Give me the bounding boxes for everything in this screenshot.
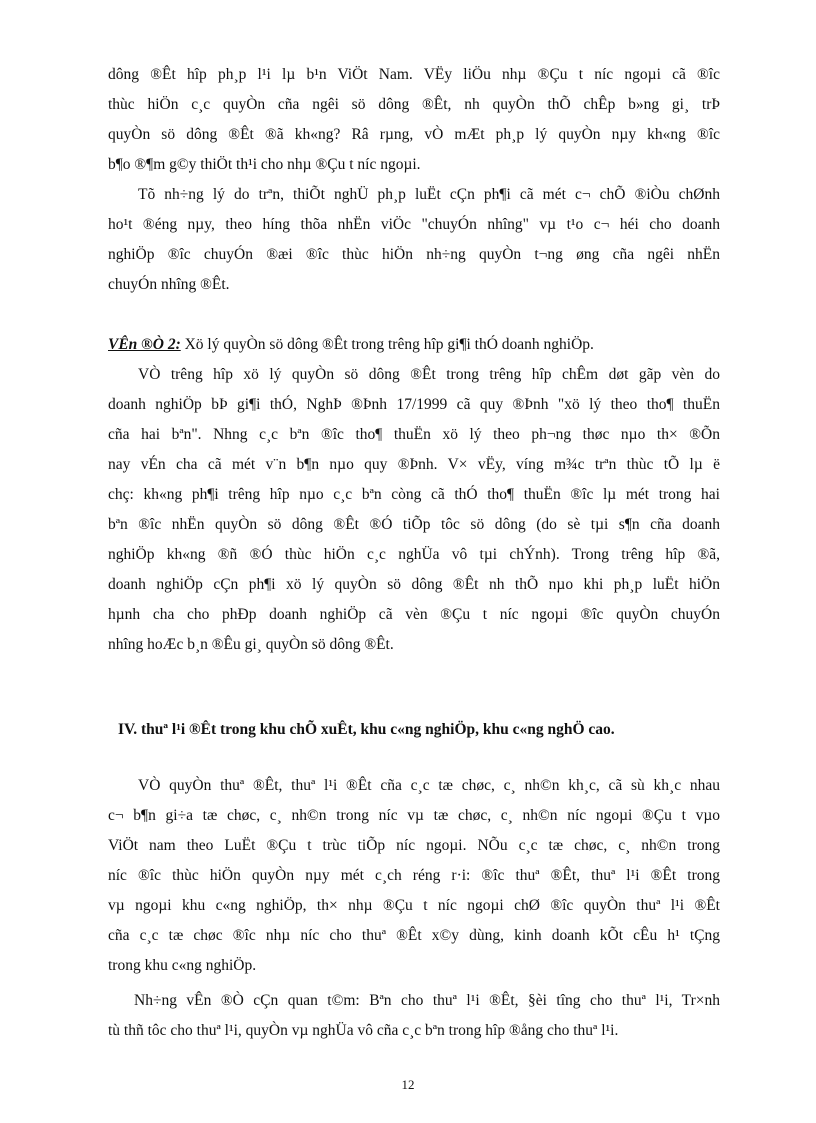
- paragraph-1-line-3: quyÒn sö dông ®Êt ®ã kh«ng? Râ rµng, vÒ mÆt ph¸p lý quyÒn nµy kh«ng ®îc: [108, 126, 720, 143]
- paragraph-1-line-2: thùc hiÖn c¸c quyÒn cña ngêi sö dông ®Êt, nh quyÒn thÕ chÊp b»ng gi¸ trÞ: [108, 96, 720, 113]
- paragraph-2-line-2: ho¹t ®éng nµy, theo híng thõa nhËn viÖc "chuyÓn nhîng" vµ t¹o c¬ héi cho doanh: [108, 216, 720, 233]
- paragraph-1-line-4: b¶o ®¶m g©y thiÖt th¹i cho nhµ ®Çu t níc ngoµi.: [108, 156, 421, 173]
- paragraph-2-line-4: chuyÓn nhîng ®Êt.: [108, 276, 230, 293]
- paragraph-4-line-3: ViÖt nam theo LuËt ®Çu t trùc tiÕp níc ngoµi. NÕu c¸c tæ chøc, c¸ nh©n trong: [108, 837, 720, 854]
- paragraph-4-line-4: níc ®îc thùc hiÖn quyÒn nµy mét c¸ch réng r·i: ®îc thuª ®Êt, thuª l¹i ®Êt trong: [108, 867, 720, 884]
- paragraph-4-line-2: c¬ b¶n gi÷a tæ chøc, c¸ nh©n trong níc vµ tæ chøc, c¸ nh©n níc ngoµi ®Çu t vµo: [108, 807, 720, 824]
- paragraph-3-line-10: nhîng hoÆc b¸n ®Êu gi¸ quyÒn sö dông ®Êt.: [108, 636, 394, 653]
- paragraph-3-line-7: nghiÖp kh«ng ®ñ ®Ó thùc hiÖn c¸c nghÜa vô tµi chÝnh). Trong trêng hîp ®ã,: [108, 546, 720, 563]
- paragraph-2-line-1: Tõ nh÷ng lý do trªn, thiÕt nghÜ ph¸p luËt cÇn ph¶i cã mét c¬ chÕ ®iÒu chØnh: [138, 186, 720, 203]
- paragraph-5-line-2: tù thñ tôc cho thuª l¹i, quyÒn vµ nghÜa vô cña c¸c bªn trong hîp ®ång cho thuª l¹i.: [108, 1022, 619, 1039]
- issue-2-heading: [108, 335, 720, 355]
- paragraph-3-line-3: cña hai bªn". Nhng c¸c bªn ®îc tho¶ thuËn xö lý theo ph¬ng thøc nµo th× ®Õn: [108, 426, 720, 443]
- paragraph-4-line-7: trong khu c«ng nghiÖp.: [108, 957, 257, 974]
- paragraph-3-line-1: VÒ trêng hîp xö lý quyÒn sö dông ®Êt trong trêng hîp chÊm døt gãp vèn do: [138, 366, 720, 383]
- section-iv-title: IV. thuª l¹i ®Êt trong khu chÕ xuÊt, khu c«ng nghiÖp, khu c«ng nghÖ cao.: [118, 721, 615, 738]
- paragraph-4-line-5: vµ ngoµi khu c«ng nghiÖp, th× nhµ ®Çu t níc ngoµi chØ ®îc quyÒn thuª l¹i ®Êt: [108, 897, 720, 914]
- paragraph-3-line-9: hµnh cha cho phÐp doanh nghiÖp cã vèn ®Çu t níc ngoµi ®îc quyÒn chuyÓn: [108, 606, 720, 623]
- paragraph-4-line-1: VÒ quyÒn thuª ®Êt, thuª l¹i ®Êt cña c¸c tæ chøc, c¸ nh©n kh¸c, cã sù kh¸c nhau: [138, 777, 720, 794]
- paragraph-3-line-8: doanh nghiÖp cÇn ph¶i xö lý quyÒn sö dông ®Êt nh thÕ nµo khi ph¸p luËt hiÖn: [108, 576, 720, 593]
- issue-2-label: VÊn ®Ò 2:: [108, 336, 181, 353]
- page-number: 12: [401, 1077, 415, 1092]
- paragraph-3-line-6: bªn ®îc nhËn quyÒn sö dông ®Êt ®Ó tiÕp tôc sö dông (do sè tµi s¶n cña doanh: [108, 516, 720, 533]
- paragraph-3-line-5: chç: kh«ng ph¶i trêng hîp nµo c¸c bªn còng cã thÓ tho¶ thuËn ®îc lµ mét trong hai: [108, 486, 720, 503]
- paragraph-2-line-3: nghiÖp ®îc chuyÓn ®æi ®îc thùc hiÖn nh÷ng quyÒn t¬ng øng cña ngêi nhËn: [108, 246, 720, 263]
- paragraph-5-line-1: Nh÷ng vÊn ®Ò cÇn quan t©m: Bªn cho thuª l¹i ®Êt, §èi tîng cho thuª l¹i, Tr×nh: [134, 992, 720, 1009]
- paragraph-3-line-4: nay vÉn cha cã mét v¨n b¶n nµo quy ®Þnh. V× vËy, víng m¾c trªn thùc tÕ lµ ë: [108, 456, 720, 473]
- paragraph-3-line-2: doanh nghiÖp bÞ gi¶i thÓ, NghÞ ®Þnh 17/1999 cã quy ®Þnh "xö lý theo tho¶ thuËn: [108, 396, 720, 413]
- issue-2-title: Xö lý quyÒn sö dông ®Êt trong trêng hîp gi¶i thÓ doanh nghiÖp.: [184, 336, 594, 353]
- paragraph-1-line-1: dông ®Êt hîp ph¸p l¹i lµ b¹n ViÖt Nam. VËy liÖu nhµ ®Çu t níc ngoµi cã ®îc: [108, 66, 720, 83]
- paragraph-4-line-6: cña c¸c tæ chøc ®îc nhµ níc cho thuª ®Êt x©y dùng, kinh doanh kÕt cÊu h¹ tÇng: [108, 927, 720, 944]
